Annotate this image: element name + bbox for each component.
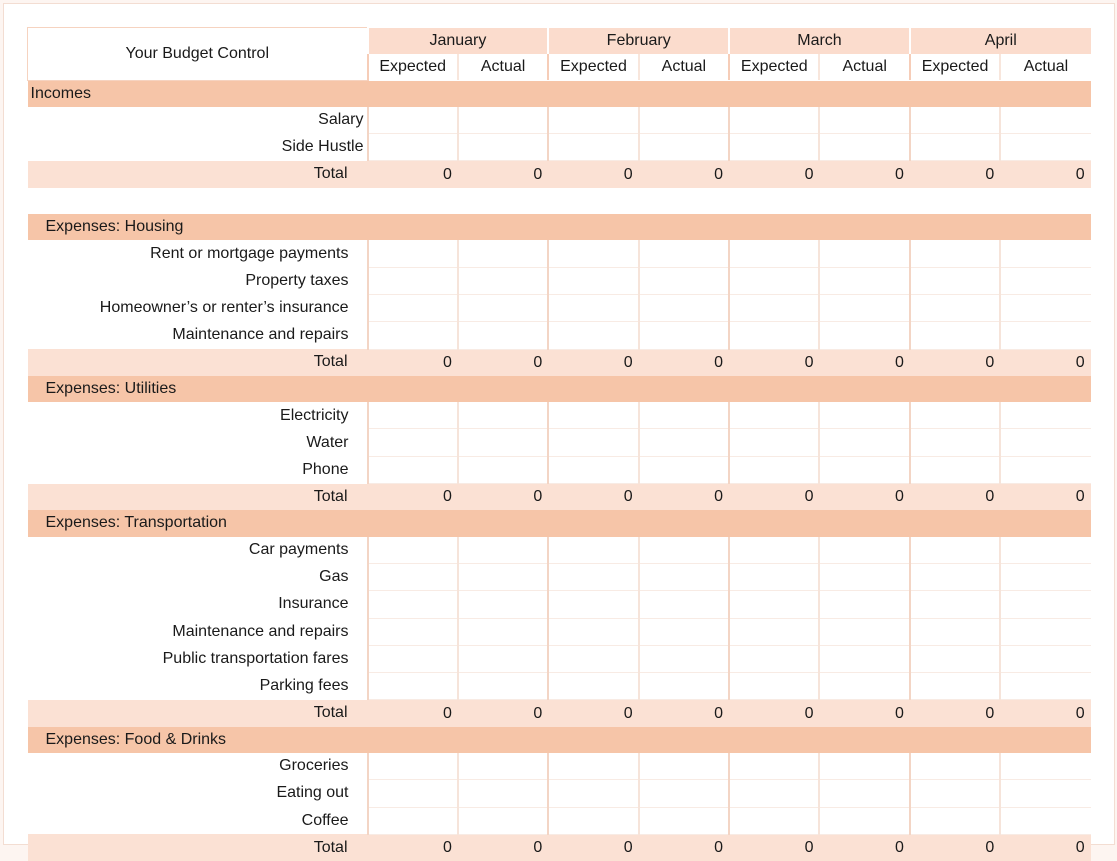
amount-cell-march-expected[interactable]	[729, 645, 819, 672]
budget-row	[28, 537, 1091, 564]
amount-cell-march-expected[interactable]	[729, 807, 819, 834]
amount-cell-april-actual[interactable]	[1000, 134, 1090, 161]
row-label: Maintenance and repairs	[28, 618, 368, 645]
amount-cell-march-actual[interactable]	[819, 537, 909, 564]
amount-cell-february-actual[interactable]	[639, 673, 729, 700]
total-value: 0	[729, 484, 819, 511]
amount-cell-february-expected[interactable]	[548, 294, 638, 321]
amount-cell-march-actual[interactable]	[819, 429, 909, 456]
section-header-row	[28, 214, 1091, 240]
row-label: Homeowner’s or renter’s insurance	[28, 294, 368, 321]
total-value: 0	[548, 700, 638, 727]
amount-cell-february-actual[interactable]	[639, 456, 729, 483]
amount-cell-february-expected[interactable]	[548, 563, 638, 590]
amount-cell-april-actual[interactable]	[1000, 322, 1090, 349]
amount-cell-february-expected[interactable]	[548, 673, 638, 700]
amount-cell-april-expected[interactable]	[910, 780, 1000, 807]
amount-cell-january-expected[interactable]	[368, 267, 458, 294]
budget-row	[28, 780, 1091, 807]
row-label: Groceries	[28, 753, 368, 780]
amount-cell-april-expected[interactable]	[910, 673, 1000, 700]
amount-cell-april-expected[interactable]	[910, 240, 1000, 267]
total-label: Total	[28, 700, 368, 727]
row-label: Electricity	[28, 402, 368, 429]
subheader-actual: Actual	[819, 54, 909, 80]
amount-cell-january-actual[interactable]	[458, 753, 548, 780]
amount-cell-february-actual[interactable]	[639, 618, 729, 645]
row-label: Salary	[28, 107, 368, 134]
total-value: 0	[458, 700, 548, 727]
total-label: Total	[28, 484, 368, 511]
amount-cell-march-actual[interactable]	[819, 673, 909, 700]
amount-cell-march-actual[interactable]	[819, 563, 909, 590]
amount-cell-january-actual[interactable]	[458, 591, 548, 618]
budget-body	[28, 80, 1091, 861]
total-label: Total	[28, 161, 368, 188]
total-value: 0	[639, 349, 729, 376]
amount-cell-march-actual[interactable]	[819, 645, 909, 672]
total-value: 0	[1000, 349, 1090, 376]
budget-row	[28, 402, 1091, 429]
amount-cell-january-expected[interactable]	[368, 294, 458, 321]
amount-cell-january-actual[interactable]	[458, 429, 548, 456]
amount-cell-april-actual[interactable]	[1000, 618, 1090, 645]
amount-cell-january-expected[interactable]	[368, 645, 458, 672]
total-row	[28, 834, 1091, 861]
amount-cell-april-actual[interactable]	[1000, 402, 1090, 429]
budget-row	[28, 294, 1091, 321]
budget-row	[28, 107, 1091, 134]
amount-cell-april-expected[interactable]	[910, 645, 1000, 672]
total-value: 0	[458, 161, 548, 188]
amount-cell-february-expected[interactable]	[548, 456, 638, 483]
amount-cell-january-actual[interactable]	[458, 240, 548, 267]
amount-cell-january-actual[interactable]	[458, 645, 548, 672]
month-header-january: January	[368, 28, 549, 54]
total-value: 0	[910, 834, 1000, 861]
section-label: Expenses: Food & Drinks	[28, 727, 1091, 753]
amount-cell-february-expected[interactable]	[548, 267, 638, 294]
amount-cell-january-expected[interactable]	[368, 456, 458, 483]
amount-cell-march-expected[interactable]	[729, 753, 819, 780]
amount-cell-april-expected[interactable]	[910, 134, 1000, 161]
amount-cell-march-actual[interactable]	[819, 322, 909, 349]
amount-cell-april-expected[interactable]	[910, 618, 1000, 645]
amount-cell-april-expected[interactable]	[910, 456, 1000, 483]
budget-row	[28, 645, 1091, 672]
budget-row	[28, 807, 1091, 834]
amount-cell-february-expected[interactable]	[548, 402, 638, 429]
subheader-actual: Actual	[458, 54, 548, 80]
amount-cell-february-actual[interactable]	[639, 429, 729, 456]
total-value: 0	[368, 349, 458, 376]
amount-cell-march-expected[interactable]	[729, 456, 819, 483]
amount-cell-march-actual[interactable]	[819, 240, 909, 267]
row-label: Coffee	[28, 807, 368, 834]
amount-cell-february-actual[interactable]	[639, 267, 729, 294]
amount-cell-january-actual[interactable]	[458, 673, 548, 700]
total-value: 0	[729, 834, 819, 861]
amount-cell-february-expected[interactable]	[548, 645, 638, 672]
amount-cell-january-expected[interactable]	[368, 107, 458, 134]
section-header-row	[28, 727, 1091, 753]
total-value: 0	[729, 161, 819, 188]
amount-cell-march-expected[interactable]	[729, 591, 819, 618]
total-value: 0	[910, 161, 1000, 188]
amount-cell-april-actual[interactable]	[1000, 780, 1090, 807]
amount-cell-march-expected[interactable]	[729, 267, 819, 294]
amount-cell-april-actual[interactable]	[1000, 645, 1090, 672]
amount-cell-april-expected[interactable]	[910, 537, 1000, 564]
total-value: 0	[639, 484, 729, 511]
amount-cell-january-expected[interactable]	[368, 134, 458, 161]
amount-cell-february-expected[interactable]	[548, 107, 638, 134]
amount-cell-march-expected[interactable]	[729, 294, 819, 321]
total-value: 0	[458, 834, 548, 861]
row-label: Gas	[28, 563, 368, 590]
amount-cell-march-expected[interactable]	[729, 429, 819, 456]
budget-row	[28, 456, 1091, 483]
total-label: Total	[28, 834, 368, 861]
amount-cell-april-expected[interactable]	[910, 563, 1000, 590]
budget-row	[28, 753, 1091, 780]
amount-cell-february-expected[interactable]	[548, 618, 638, 645]
row-label: Maintenance and repairs	[28, 322, 368, 349]
row-label: Phone	[28, 456, 368, 483]
subheader-actual: Actual	[1000, 54, 1090, 80]
amount-cell-january-expected[interactable]	[368, 429, 458, 456]
amount-cell-april-actual[interactable]	[1000, 267, 1090, 294]
amount-cell-february-expected[interactable]	[548, 591, 638, 618]
total-value: 0	[1000, 834, 1090, 861]
amount-cell-march-actual[interactable]	[819, 807, 909, 834]
month-header-march: March	[729, 28, 910, 54]
amount-cell-february-expected[interactable]	[548, 429, 638, 456]
amount-cell-march-actual[interactable]	[819, 294, 909, 321]
row-label: Public transportation fares	[28, 645, 368, 672]
amount-cell-april-expected[interactable]	[910, 429, 1000, 456]
amount-cell-february-expected[interactable]	[548, 753, 638, 780]
amount-cell-february-actual[interactable]	[639, 563, 729, 590]
amount-cell-january-expected[interactable]	[368, 780, 458, 807]
amount-cell-january-actual[interactable]	[458, 322, 548, 349]
total-value: 0	[639, 161, 729, 188]
budget-row	[28, 134, 1091, 161]
amount-cell-march-actual[interactable]	[819, 780, 909, 807]
total-row	[28, 161, 1091, 188]
row-label: Insurance	[28, 591, 368, 618]
amount-cell-march-actual[interactable]	[819, 402, 909, 429]
total-value: 0	[819, 484, 909, 511]
amount-cell-march-expected[interactable]	[729, 618, 819, 645]
budget-title: Your Budget Control	[28, 28, 368, 81]
amount-cell-january-actual[interactable]	[458, 807, 548, 834]
amount-cell-april-expected[interactable]	[910, 753, 1000, 780]
row-label: Side Hustle	[28, 134, 368, 161]
total-value: 0	[819, 700, 909, 727]
amount-cell-february-expected[interactable]	[548, 780, 638, 807]
amount-cell-april-actual[interactable]	[1000, 537, 1090, 564]
subheader-expected: Expected	[548, 54, 638, 80]
budget-row	[28, 267, 1091, 294]
total-label: Total	[28, 349, 368, 376]
amount-cell-january-expected[interactable]	[368, 563, 458, 590]
amount-cell-january-actual[interactable]	[458, 267, 548, 294]
amount-cell-march-actual[interactable]	[819, 456, 909, 483]
total-value: 0	[548, 349, 638, 376]
amount-cell-april-actual[interactable]	[1000, 429, 1090, 456]
row-label: Property taxes	[28, 267, 368, 294]
amount-cell-january-actual[interactable]	[458, 618, 548, 645]
amount-cell-february-expected[interactable]	[548, 537, 638, 564]
amount-cell-february-expected[interactable]	[548, 322, 638, 349]
total-value: 0	[910, 700, 1000, 727]
amount-cell-february-actual[interactable]	[639, 537, 729, 564]
amount-cell-march-actual[interactable]	[819, 618, 909, 645]
total-value: 0	[1000, 161, 1090, 188]
amount-cell-february-actual[interactable]	[639, 807, 729, 834]
amount-cell-april-actual[interactable]	[1000, 563, 1090, 590]
section-header-row	[28, 376, 1091, 402]
subheader-expected: Expected	[910, 54, 1000, 80]
amount-cell-january-actual[interactable]	[458, 134, 548, 161]
amount-cell-march-actual[interactable]	[819, 107, 909, 134]
amount-cell-january-expected[interactable]	[368, 240, 458, 267]
amount-cell-april-actual[interactable]	[1000, 807, 1090, 834]
month-header-february: February	[548, 28, 729, 54]
total-value: 0	[368, 834, 458, 861]
amount-cell-january-expected[interactable]	[368, 807, 458, 834]
total-value: 0	[368, 161, 458, 188]
section-header-row	[28, 510, 1091, 536]
row-label: Parking fees	[28, 673, 368, 700]
total-value: 0	[639, 834, 729, 861]
budget-row	[28, 673, 1091, 700]
amount-cell-february-actual[interactable]	[639, 645, 729, 672]
amount-cell-april-actual[interactable]	[1000, 294, 1090, 321]
amount-cell-january-expected[interactable]	[368, 618, 458, 645]
total-value: 0	[548, 161, 638, 188]
total-value: 0	[639, 700, 729, 727]
amount-cell-april-actual[interactable]	[1000, 456, 1090, 483]
amount-cell-march-expected[interactable]	[729, 402, 819, 429]
amount-cell-february-expected[interactable]	[548, 134, 638, 161]
budget-row	[28, 322, 1091, 349]
amount-cell-march-expected[interactable]	[729, 673, 819, 700]
amount-cell-january-actual[interactable]	[458, 563, 548, 590]
amount-cell-february-actual[interactable]	[639, 134, 729, 161]
amount-cell-april-expected[interactable]	[910, 402, 1000, 429]
total-value: 0	[910, 484, 1000, 511]
budget-row	[28, 240, 1091, 267]
amount-cell-january-expected[interactable]	[368, 753, 458, 780]
total-value: 0	[368, 484, 458, 511]
amount-cell-february-actual[interactable]	[639, 780, 729, 807]
amount-cell-march-actual[interactable]	[819, 267, 909, 294]
total-value: 0	[368, 700, 458, 727]
amount-cell-april-expected[interactable]	[910, 294, 1000, 321]
row-label: Car payments	[28, 537, 368, 564]
amount-cell-january-actual[interactable]	[458, 456, 548, 483]
amount-cell-february-actual[interactable]	[639, 240, 729, 267]
section-label: Expenses: Housing	[28, 214, 1091, 240]
row-label: Eating out	[28, 780, 368, 807]
total-value: 0	[729, 700, 819, 727]
amount-cell-april-actual[interactable]	[1000, 673, 1090, 700]
amount-cell-february-expected[interactable]	[548, 240, 638, 267]
amount-cell-january-expected[interactable]	[368, 402, 458, 429]
total-row	[28, 349, 1091, 376]
total-value: 0	[819, 161, 909, 188]
total-value: 0	[729, 349, 819, 376]
section-label: Incomes	[28, 80, 1091, 107]
amount-cell-february-actual[interactable]	[639, 294, 729, 321]
amount-cell-april-expected[interactable]	[910, 267, 1000, 294]
total-value: 0	[458, 484, 548, 511]
section-label: Expenses: Utilities	[28, 376, 1091, 402]
amount-cell-april-actual[interactable]	[1000, 591, 1090, 618]
month-header-april: April	[910, 28, 1091, 54]
amount-cell-january-actual[interactable]	[458, 402, 548, 429]
amount-cell-march-expected[interactable]	[729, 322, 819, 349]
amount-cell-april-expected[interactable]	[910, 107, 1000, 134]
total-value: 0	[458, 349, 548, 376]
total-value: 0	[819, 349, 909, 376]
amount-cell-march-expected[interactable]	[729, 107, 819, 134]
amount-cell-march-actual[interactable]	[819, 591, 909, 618]
amount-cell-april-actual[interactable]	[1000, 107, 1090, 134]
amount-cell-february-actual[interactable]	[639, 107, 729, 134]
amount-cell-april-actual[interactable]	[1000, 240, 1090, 267]
amount-cell-january-actual[interactable]	[458, 294, 548, 321]
amount-cell-march-expected[interactable]	[729, 563, 819, 590]
subheader-actual: Actual	[639, 54, 729, 80]
subheader-expected: Expected	[368, 54, 458, 80]
amount-cell-march-expected[interactable]	[729, 780, 819, 807]
amount-cell-march-actual[interactable]	[819, 134, 909, 161]
amount-cell-april-expected[interactable]	[910, 322, 1000, 349]
amount-cell-march-expected[interactable]	[729, 134, 819, 161]
amount-cell-february-expected[interactable]	[548, 807, 638, 834]
section-header-row	[28, 80, 1091, 107]
spacer-row	[28, 188, 1091, 214]
amount-cell-january-expected[interactable]	[368, 537, 458, 564]
total-value: 0	[910, 349, 1000, 376]
row-label: Water	[28, 429, 368, 456]
amount-cell-march-expected[interactable]	[729, 240, 819, 267]
amount-cell-january-actual[interactable]	[458, 537, 548, 564]
budget-row	[28, 618, 1091, 645]
amount-cell-april-expected[interactable]	[910, 807, 1000, 834]
total-row	[28, 700, 1091, 727]
amount-cell-january-expected[interactable]	[368, 673, 458, 700]
total-value: 0	[1000, 700, 1090, 727]
section-label: Expenses: Transportation	[28, 510, 1091, 536]
amount-cell-january-expected[interactable]	[368, 322, 458, 349]
amount-cell-april-actual[interactable]	[1000, 753, 1090, 780]
amount-cell-february-actual[interactable]	[639, 753, 729, 780]
amount-cell-april-expected[interactable]	[910, 591, 1000, 618]
amount-cell-march-actual[interactable]	[819, 753, 909, 780]
amount-cell-february-actual[interactable]	[639, 322, 729, 349]
total-value: 0	[548, 484, 638, 511]
amount-cell-january-expected[interactable]	[368, 591, 458, 618]
amount-cell-january-actual[interactable]	[458, 780, 548, 807]
amount-cell-february-actual[interactable]	[639, 402, 729, 429]
amount-cell-march-expected[interactable]	[729, 537, 819, 564]
subheader-expected: Expected	[729, 54, 819, 80]
budget-table	[27, 27, 1091, 861]
total-value: 0	[548, 834, 638, 861]
total-value: 0	[1000, 484, 1090, 511]
budget-row	[28, 429, 1091, 456]
amount-cell-february-actual[interactable]	[639, 591, 729, 618]
total-value: 0	[819, 834, 909, 861]
amount-cell-january-actual[interactable]	[458, 107, 548, 134]
total-row	[28, 484, 1091, 511]
budget-row	[28, 591, 1091, 618]
budget-row	[28, 563, 1091, 590]
spacer-cell	[28, 188, 1091, 214]
row-label: Rent or mortgage payments	[28, 240, 368, 267]
